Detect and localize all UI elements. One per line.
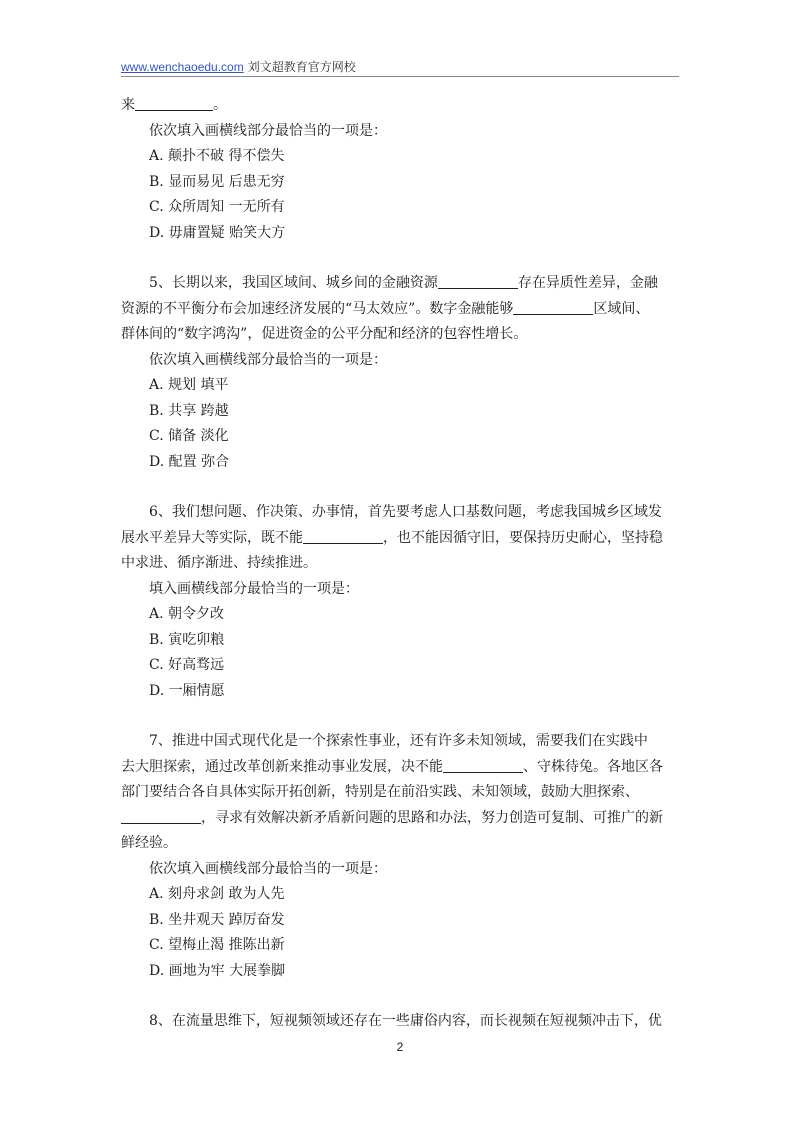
q7-option-b: B. 坐井观天 踔厉奋发 [149,911,285,928]
q6-text-2b: ，也不能因循守旧，要保持历史耐心，坚持稳 [383,529,663,546]
q5-text-2a: 资源的不平衡分布会加速经济发展的“马太效应”。数字金融能够 [121,300,514,317]
q5-line-3: 群体间的“数字鸿沟”，促进资金的公平分配和经济的包容性增长。 [121,326,528,342]
q6-text-2a: 展水平差异大等实际，既不能 [121,529,303,546]
page-header [121,58,356,75]
document-body [121,93,681,1035]
q7-line-2 [121,755,681,781]
q7-line-1: 7、推进中国式现代化是一个探索性事业，还有许多未知领域，需要我们在实践中 [149,733,648,749]
q5-blank-2 [513,299,593,315]
q5-option-d: D. 配置 弥合 [149,453,230,470]
q4-tail-start: 来 [121,97,135,113]
spacer [121,246,681,271]
q6-option-c: C. 好高骛远 [149,657,225,673]
q4-tail-line [121,93,681,119]
q4-option-d: D. 毋庸置疑 贻笑大方 [149,224,286,241]
header-divider [121,76,679,77]
q5-blank-1 [438,273,518,289]
header-url-link[interactable]: www.wenchaoedu.com [121,60,244,74]
q6-option-b: B. 寅吃卯粮 [149,631,225,648]
q7-prompt: 依次填入画横线部分最恰当的一项是： [149,860,387,877]
q5-text-1b: 存在异质性差异，金融 [517,275,658,291]
page-number: 2 [396,1040,404,1054]
q6-line-3: 中求进、循序渐进、持续推进。 [121,555,317,571]
q4-prompt: 依次填入画横线部分最恰当的一项是： [149,122,387,139]
q5-option-b: B. 共享 跨越 [149,402,229,419]
q5-option-a: A. 规划 填平 [149,377,229,393]
q4-option-c: C. 众所周知 一无所有 [149,199,285,215]
q5-option-c: C. 储备 淡化 [149,428,229,444]
q7-text-4: ，寻求有效解决新矛盾新问题的思路和办法，努力创造可复制、可推广的新 [201,809,663,826]
spacer [121,704,681,729]
q7-option-c: C. 望梅止渴 推陈出新 [149,937,285,953]
q6-option-a: A. 朝令夕改 [149,606,225,622]
q6-blank [303,528,383,544]
q7-text-2a: 去大胆探索，通过改革创新来推动事业发展，决不能 [121,758,443,775]
q7-line-5: 鲜经验。 [121,835,177,851]
q5-line-2 [121,297,681,323]
q7-text-2b: 、守株待兔。各地区各 [523,758,663,775]
q7-line-3: 部门要结合各自具体实际开拓创新，特别是在前沿实践、未知领域，鼓励大胆探索、 [121,784,639,800]
q5-text-2b: 区域间、 [593,300,650,317]
q6-option-d: D. 一厢情愿 [149,682,225,699]
q5-prompt: 依次填入画横线部分最恰当的一项是： [149,351,387,368]
q7-line-4 [121,806,681,832]
q7-blank-1 [443,757,523,773]
header-site-name: 刘文超教育官方网校 [247,60,356,74]
q8-line-1: 8、在流量思维下，短视频领域还存在一些庸俗内容，而长视频在短视频冲击下，优 [149,1013,662,1029]
q7-option-d: D. 画地为牢 大展拳脚 [149,962,286,979]
q6-line-2 [121,526,681,552]
q4-option-a: A. 颠扑不破 得不偿失 [149,148,285,164]
q7-blank-2 [121,808,201,824]
q5-text-1a: 5、长期以来，我国区域间、城乡间的金融资源 [149,275,438,291]
spacer [121,475,681,500]
spacer [121,984,681,1009]
q4-option-b: B. 显而易见 后患无穷 [149,173,285,190]
q5-line-1 [121,271,681,297]
q6-prompt: 填入画横线部分最恰当的一项是： [149,580,359,597]
q4-blank [135,95,213,111]
q7-option-a: A. 刻舟求剑 敢为人先 [149,886,285,902]
q4-tail-end: 。 [213,97,227,113]
q6-line-1: 6、我们想问题、作决策、办事情，首先要考虑人口基数问题，考虑我国城乡区域发 [149,504,662,520]
